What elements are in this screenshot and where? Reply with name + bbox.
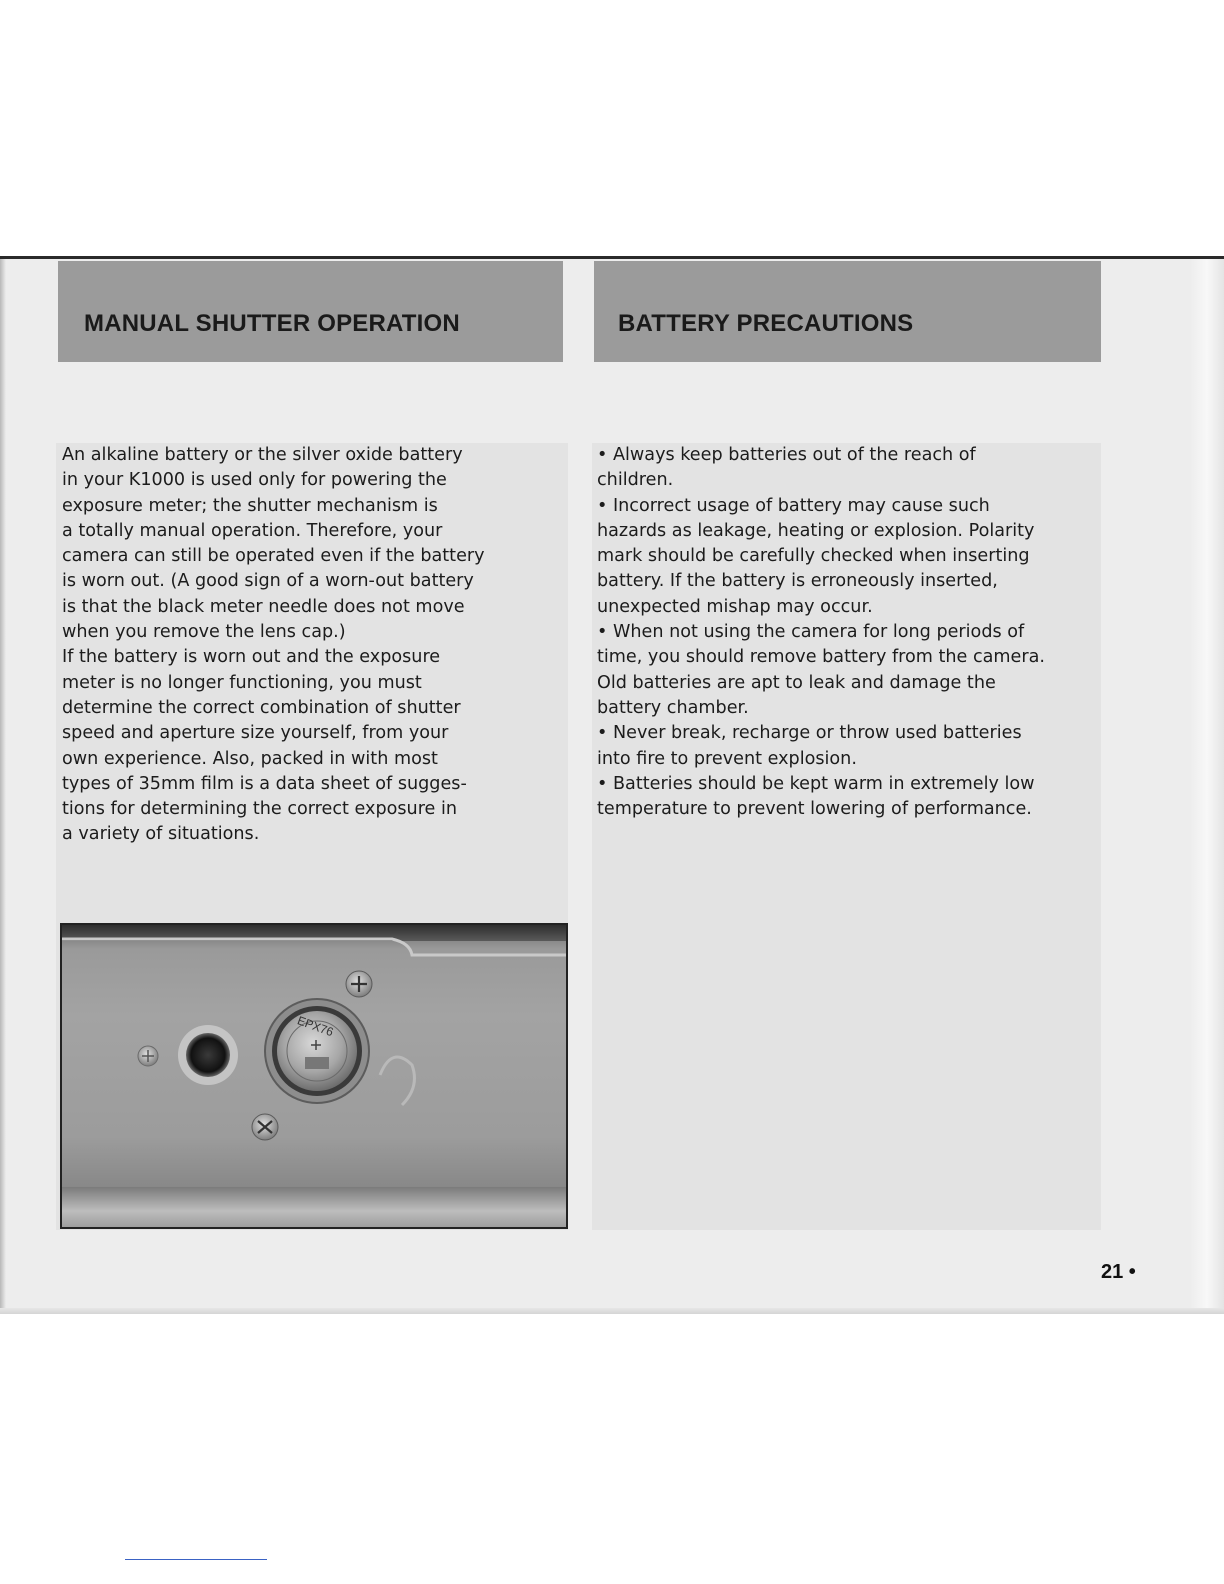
text-line: unexpected mishap may occur. — [597, 596, 873, 617]
camera-base-illustration — [62, 925, 566, 1227]
text-line: when you remove the lens cap.) — [62, 622, 346, 643]
text-line: • Batteries should be kept warm in extremely low — [597, 773, 1035, 794]
battery-chamber-icon — [265, 999, 369, 1103]
manual-page-scan — [0, 256, 1224, 1314]
page-right-edge — [1190, 259, 1224, 1314]
manual-shutter-text — [62, 443, 562, 848]
text-line: Old batteries are apt to leak and damage the — [597, 672, 996, 693]
battery-precautions-text — [597, 443, 1107, 822]
text-line: battery. If the battery is erroneously inserted, — [597, 571, 998, 592]
text-line: is that the black meter needle does not move — [62, 596, 465, 617]
text-line: children. — [597, 470, 674, 491]
text-line: hazards as leakage, heating or explosion. Polarity — [597, 520, 1035, 541]
section-title: MANUAL SHUTTER OPERATION — [84, 309, 460, 337]
text-line: own experience. Also, packed in with most — [62, 748, 438, 769]
text-line: meter is no longer functioning, you must — [62, 672, 422, 693]
text-line: mark should be carefully checked when inserting — [597, 546, 1030, 567]
section-title: BATTERY PRECAUTIONS — [618, 309, 914, 337]
text-line: a variety of situations. — [62, 824, 260, 845]
page-number: 21 • — [1101, 1261, 1136, 1283]
text-line: If the battery is worn out and the exposure — [62, 647, 441, 668]
text-line: a totally manual operation. Therefore, your — [62, 520, 443, 541]
photo-bottom-edge — [62, 1187, 566, 1227]
page-bottom-edge — [0, 1308, 1224, 1314]
camera-battery-photo — [60, 923, 568, 1229]
footer-rule — [125, 1559, 267, 1560]
text-line: exposure meter; the shutter mechanism is — [62, 495, 438, 516]
page-left-edge — [0, 259, 6, 1314]
text-line: • Always keep batteries out of the reach of — [597, 445, 976, 465]
text-line: • Incorrect usage of battery may cause such — [597, 495, 990, 516]
screw-icon — [346, 971, 372, 997]
text-line: speed and aperture size yourself, from your — [62, 723, 449, 744]
screw-icon — [252, 1114, 278, 1140]
text-line: types of 35mm film is a data sheet of sugges- — [62, 773, 467, 794]
text-line: time, you should remove battery from the camera. — [597, 647, 1045, 668]
battery-label: EPX76 — [295, 1013, 336, 1040]
text-line: battery chamber. — [597, 697, 749, 718]
text-line: determine the correct combination of shutter — [62, 697, 461, 718]
text-line: An alkaline battery or the silver oxide battery — [62, 445, 463, 465]
text-line: camera can still be operated even if the battery — [62, 546, 485, 567]
text-line: • Never break, recharge or throw used batteries — [597, 723, 1022, 744]
text-line: is worn out. (A good sign of a worn-out battery — [62, 571, 474, 592]
text-line: tions for determining the correct exposure in — [62, 799, 457, 820]
section-header-battery-precautions — [594, 261, 1101, 362]
text-line: into fire to prevent explosion. — [597, 748, 857, 769]
text-line: • When not using the camera for long periods of — [597, 622, 1025, 643]
small-screw-icon — [138, 1046, 158, 1066]
text-line: temperature to prevent lowering of performance. — [597, 799, 1032, 820]
section-header-manual-shutter — [58, 261, 563, 362]
tripod-socket-icon — [178, 1025, 238, 1085]
text-line: in your K1000 is used only for powering the — [62, 470, 447, 491]
